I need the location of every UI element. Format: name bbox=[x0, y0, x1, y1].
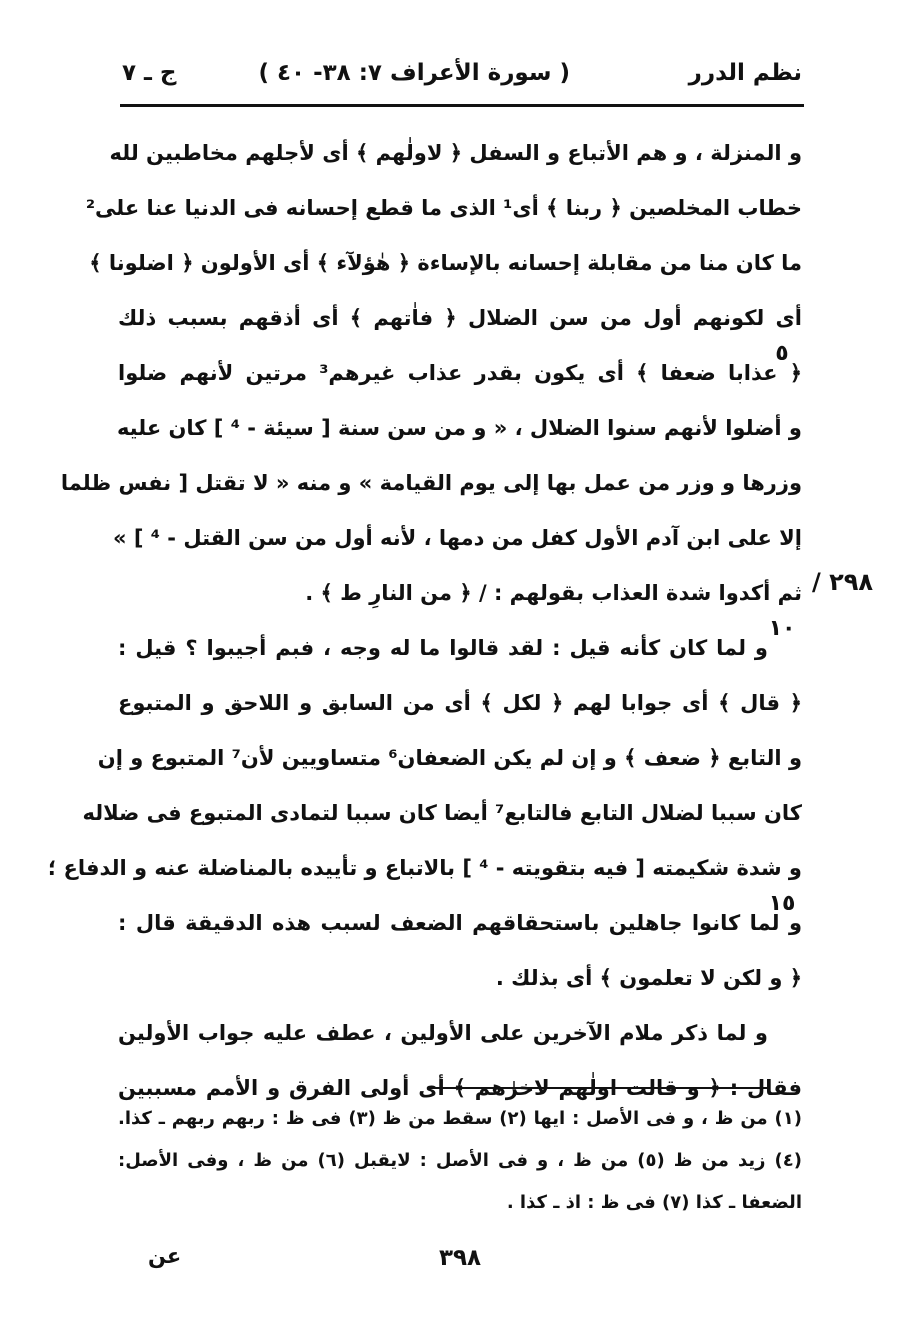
text-line: و التابع ﴿ ضعف ﴾ و إن لم يكن الضعفان⁶ متساويين لأن⁷ المتبوع و إن bbox=[97, 746, 802, 770]
text-line: و شدة شكيمته [ فيه بتقويته - ⁴ ] بالاتباع و تأييده بالمناضلة عنه و الدفاع ؛ bbox=[47, 856, 802, 880]
text-line: فقال : ﴿ و قالت اولٰهم لاخرٰهم ﴾ أى أولى الفرق و الأمم مسببين bbox=[118, 1076, 802, 1100]
surah-reference: ( سورة الأعراف ٧: ٣٨- ٤٠ ) bbox=[258, 60, 570, 86]
main-text bbox=[47, 126, 803, 1116]
text-line: ﴿ عذابا ضعفا ﴾ أى يكون بقدر عذاب غيرهم³ مرتين لأنهم ضلوا bbox=[118, 361, 803, 385]
catchword: عن bbox=[148, 1244, 182, 1268]
text-line: ما كان منا من مقابلة إحسانه بالإساءة ﴿ هٰؤلآء ﴾ أى الأولون ﴿ اضلونا ﴾ bbox=[89, 251, 802, 275]
running-header bbox=[122, 52, 802, 96]
page-number: ٣٩٨ bbox=[438, 1245, 482, 1271]
footnote-line: الضعفا ـ كذا (٧) فى ظ : اذ ـ كذا . bbox=[506, 1192, 802, 1213]
text-line: و لما ذكر ملام الآخرين على الأولين ، عطف عليه جواب الأولين bbox=[118, 1021, 768, 1045]
text-line: خطاب المخلصين ﴿ ربنا ﴾ أى¹ الذى ما قطع إحسانه فى الدنيا عنا على² bbox=[85, 196, 802, 220]
line-number-10: ١٠ bbox=[768, 616, 796, 641]
text-line: و لما كان كأنه قيل : لقد قالوا ما له وجه ، فبم أجيبوا ؟ قيل : bbox=[118, 636, 768, 660]
text-line: وزرها و وزر من عمل بها إلى يوم القيامة » و منه « لا تقتل [ نفس ظلما bbox=[60, 471, 802, 495]
text-line: و أضلوا لأنهم سنوا الضلال ، « و من سن سنة [ سيئة - ⁴ ] كان عليه bbox=[116, 416, 802, 440]
text-line: ﴿ و لكن لا تعلمون ﴾ أى بذلك . bbox=[495, 966, 802, 990]
text-line: كان سببا لضلال التابع فالتابع⁷ أيضا كان سببا لتمادى المتبوع فى ضلاله bbox=[82, 801, 802, 825]
text-line: ثم أكدوا شدة العذاب بقولهم : / ﴿ من النارِ ط ﴾ . bbox=[305, 581, 802, 605]
text-line: أى لكونهم أول من سن الضلال ﴿ فاٰتهم ﴾ أى أذقهم بسبب ذلك bbox=[118, 306, 802, 330]
footnote-line: (٤) زيد من ظ (٥) من ظ ، و فى الأصل : لايقبل (٦) من ظ ، وفى الأصل: bbox=[118, 1150, 802, 1171]
footnotes bbox=[118, 1098, 802, 1224]
manuscript-page-marker: ٢٩٨ / bbox=[812, 568, 874, 596]
header-rule bbox=[120, 104, 804, 107]
footnote-rule bbox=[428, 1087, 768, 1089]
text-line: و لما كانوا جاهلين باستحقاقهم الضعف لسبب هذه الدقيقة قال : bbox=[118, 911, 802, 935]
part-number: ج ـ ٧ bbox=[122, 60, 177, 86]
line-number-15: ١٥ bbox=[768, 891, 796, 916]
text-line: إلا على ابن آدم الأول كفل من دمها ، لأنه أول من سن القتل - ⁴ ] » bbox=[112, 526, 802, 550]
text-line: و المنزلة ، و هم الأتباع و السفل ﴿ لاولٰهم ﴾ أى لأجلهم مخاطبين لله bbox=[109, 141, 802, 165]
book-title: نظم الدرر bbox=[688, 60, 802, 86]
line-number-5: ٥ bbox=[775, 341, 789, 366]
text-line: ﴿ قال ﴾ أى جوابا لهم ﴿ لكل ﴾ أى من السابق و اللاحق و المتبوع bbox=[118, 691, 802, 715]
footnote-line: (١) من ظ ، و فى الأصل : ايها (٢) سقط من ظ (٣) فى ظ : ربهم ربهم ـ كذا. bbox=[118, 1108, 802, 1129]
